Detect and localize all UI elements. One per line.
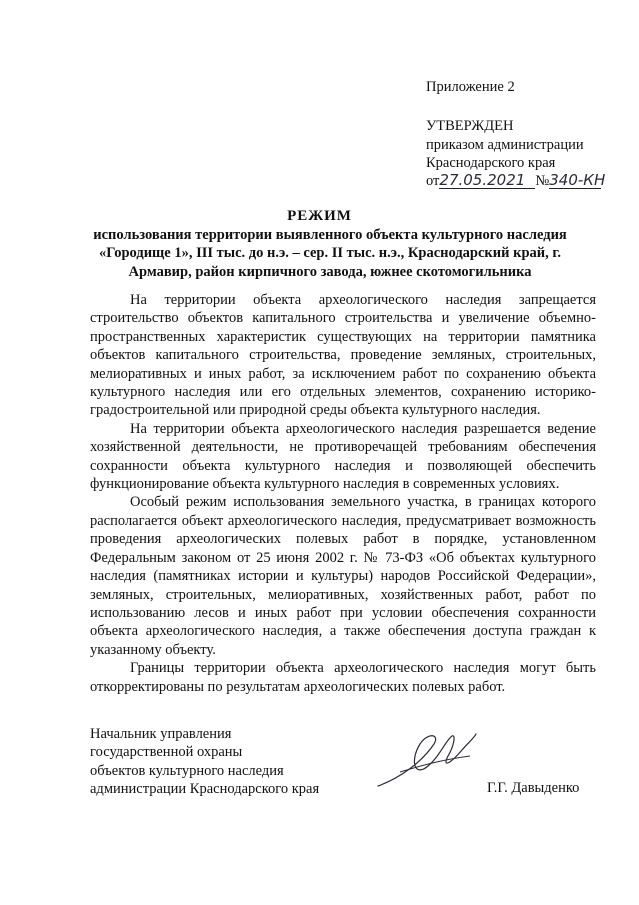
date-prefix: от <box>426 173 440 189</box>
approved-label: УТВЕРЖДЕН <box>426 118 514 134</box>
document-subtitle: использования территории выявленного объекта культурного наследия «Городище 1», III тыс. до н.э. – сер. II тыс. н.э., Краснодарский край, г. Армавир, район кирпичного завода, южнее скотомогильника <box>93 227 567 280</box>
paragraph: На территории объекта археологического наследия запрещается строительство объектов капитального строительства и увеличение объемно-пространственных характеристик существующих на территории памятника объектов капитального строительства, проведение земляных, строительных, мелиоративных и иных работ, за исключением работ по сохранению объекта культурного наследия или его отдельных элементов, сохранению историко-градостроительной или природной среды объекта культурного наследия. <box>90 292 596 419</box>
order-line: приказом администрации <box>426 137 584 153</box>
appendix-label: Приложение 2 <box>426 79 515 95</box>
date-number-line <box>426 171 606 190</box>
signatory-line: объектов культурного наследия <box>90 762 284 779</box>
paragraph: Границы территории объекта археологического наследия могут быть откорректированы по результатам археологических полевых работ. <box>90 660 596 695</box>
region-line: Краснодарского края <box>426 155 556 171</box>
handwritten-date: 27.05.2021 <box>439 172 535 189</box>
paragraph: На территории объекта археологического наследия разрешается ведение хозяйственной деятельности, не противоречащей требованиям обеспечения сохранности объекта культурного наследия и позволяющей обеспечить функционирование объекта культурного наследия в современных условиях. <box>90 420 596 493</box>
signatory-line: администрации Краснодарского края <box>90 781 320 798</box>
handwritten-signature <box>370 726 480 796</box>
number-prefix: № <box>535 173 550 189</box>
signatory-name: Г.Г. Давыденко <box>487 780 580 796</box>
handwritten-number: 340-КН <box>549 171 606 189</box>
document-title: РЕЖИМ <box>287 208 352 224</box>
signatory-line: государственной охраны <box>90 744 243 761</box>
document-body <box>90 291 596 696</box>
signatory-line: Начальник управления <box>90 726 232 742</box>
signatory-title <box>90 725 319 799</box>
paragraph: Особый режим использования земельного участка, в границах которого располагается объект археологического наследия, предусматривает возможность проведения археологических полевых работ в порядке, установленном Федеральным законом от 25 июня 2002 г. № 73-ФЗ «Об объектах культурного наследия (памятниках истории и культуры) народов Российской Федерации», земляных, строительных, мелиоративных, хозяйственных работ, работ по использованию лесов и иных работ при условии обеспечения сохранности объекта археологического наследия, а также обеспечения доступа граждан к указанному объекту. <box>90 494 596 658</box>
